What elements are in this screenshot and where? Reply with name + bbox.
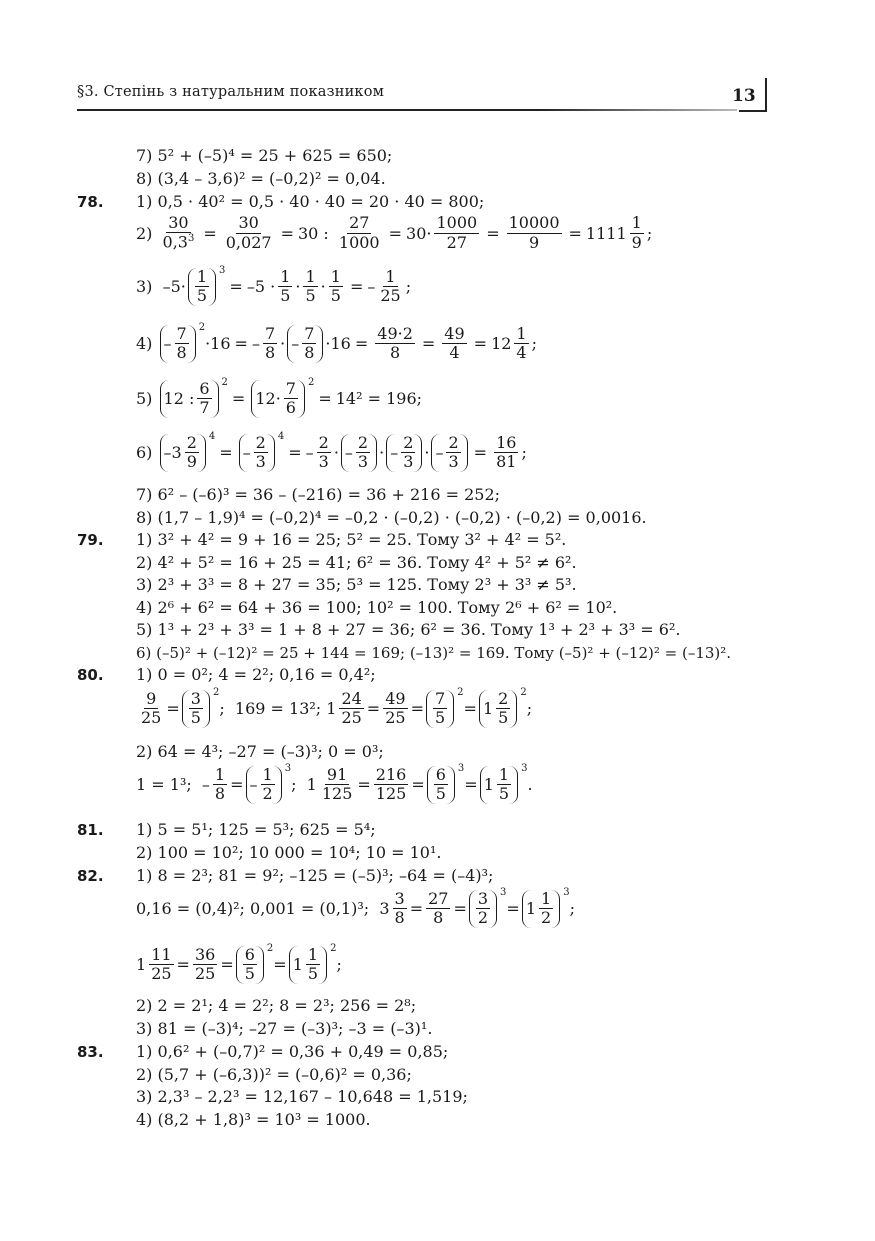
text-line: 8) (1,7 – 1,9)⁴ = (–0,2)⁴ = –0,2 · (–0,2) · (–0,2) · (–0,2) = 0,0016. <box>136 508 647 527</box>
problem-number: 82. <box>77 867 104 885</box>
formula-line: 1 = 1³; – $\frac{1}{8}$ = – 1 2 3 ; 1 $\frac{91}{125}$ = $\frac{216}{125}$ = 6 5 3 = 1 1 5 3 . <box>136 763 533 804</box>
text-line: 7) 5² + (–5)⁴ = 25 + 625 = 650; <box>136 146 393 165</box>
text-line: 2) 2 = 2¹; 4 = 2²; 8 = 2³; 256 = 2⁸; <box>136 996 417 1015</box>
text-line: 4) 2⁶ + 6² = 64 + 36 = 100; 10² = 100. Тому 2⁶ + 6² = 10². <box>136 598 618 617</box>
text-line: 1) 8 = 2³; 81 = 9²; –125 = (–5)³; –64 = (–4)³; <box>136 866 494 885</box>
problem-number: 81. <box>77 821 104 839</box>
page-header <box>77 78 767 112</box>
formula-line: 3) –5· 1 5 3 = –5 · 1 5 · 1 5 · $\frac{1}{5}$ = – 1 25 ; <box>136 265 412 306</box>
formula-line: 5) 12 : 6 7 2 = 12· 7 6 2 = 14² = 196; <box>136 377 423 418</box>
text-line: 1) 5 = 5¹; 125 = 5³; 625 = 5⁴; <box>136 820 376 839</box>
text-line: 6) (–5)² + (–12)² = 25 + 144 = 169; (–13)² = 169. Тому (–5)² + (–12)² = (–13)². <box>136 644 732 662</box>
text-line: 1) 0,5 · 40² = 0,5 · 40 · 40 = 20 · 40 = 800; <box>136 192 485 211</box>
text-line: 3) 81 = (–3)⁴; –27 = (–3)³; –3 = (–3)¹. <box>136 1019 433 1038</box>
formula-line: $\frac{9}{25}$ = 3 5 2 ; 169 = 13²; 1 $\frac{24}{25}$ = $\frac{49}{25}$ = 7 5 2 = 1 2 5 2 ; <box>141 687 533 728</box>
page-number: 13 <box>732 86 756 106</box>
formula-line: 4) – 7 8 2 ·16 = – 7 8 · – 7 8 ·16 = $\frac{49\cdot 2}{8}$ = $\frac{49}{4}$ = 12 1 4 ; <box>136 322 537 363</box>
text-line: 2) (5,7 + (–6,3))² = (–0,6)² = 0,36; <box>136 1065 412 1084</box>
section-title: §3. Степінь з натуральним показником <box>77 84 385 100</box>
text-line: 7) 6² – (–6)³ = 36 – (–216) = 36 + 216 = 252; <box>136 485 501 504</box>
formula-line: 1 $\frac{11}{25}$ = $\frac{36}{25}$ = 6 5 2 = 1 1 5 2 ; <box>136 943 342 984</box>
header-rule <box>77 109 737 111</box>
text-line: 1) 0,6² + (–0,7)² = 0,36 + 0,49 = 0,85; <box>136 1042 449 1061</box>
text-line: 8) (3,4 – 3,6)² = (–0,2)² = 0,04. <box>136 169 386 188</box>
text-line: 4) (8,2 + 1,8)³ = 10³ = 1000. <box>136 1110 371 1129</box>
text-line: 1) 3² + 4² = 9 + 16 = 25; 5² = 25. Тому 3² + 4² = 5². <box>136 530 567 549</box>
text-line: 1) 0 = 0²; 4 = 2²; 0,16 = 0,4²; <box>136 665 376 684</box>
formula-line: 6) –3 2 9 4 = – 2 3 4 = – 2 3 · – 2 3 · – 2 3 · – 2 3 = $\frac{16}{81}$ ; <box>136 431 527 472</box>
problem-number: 78. <box>77 193 104 211</box>
formula-line: 2) $\frac{30}{0,3^3}$ = $\frac{30}{0,027}$ = 30 : $\frac{27}{1000}$ = 30· $\frac{1000}{27}$ = $\frac{10000}{9}$ = 1111 1 9 ; <box>136 213 653 252</box>
problem-number: 80. <box>77 666 104 684</box>
text-line: 2) 64 = 4³; –27 = (–3)³; 0 = 0³; <box>136 742 384 761</box>
text-line: 3) 2³ + 3³ = 8 + 27 = 35; 5³ = 125. Тому 2³ + 3³ ≠ 5³. <box>136 575 577 594</box>
problem-number: 79. <box>77 531 104 549</box>
text-line: 2) 4² + 5² = 16 + 25 = 41; 6² = 36. Тому 4² + 5² ≠ 6². <box>136 553 577 572</box>
text-line: 3) 2,3³ – 2,2³ = 12,167 – 10,648 = 1,519; <box>136 1087 468 1106</box>
formula-line: 0,16 = (0,4)²; 0,001 = (0,1)³; 3 $\frac{3}{8}$ = $\frac{27}{8}$ = 3 2 3 = 1 1 2 3 ; <box>136 887 575 928</box>
text-line: 2) 100 = 10²; 10 000 = 10⁴; 10 = 10¹. <box>136 843 442 862</box>
text-line: 5) 1³ + 2³ + 3³ = 1 + 8 + 27 = 36; 6² = 36. Тому 1³ + 2³ + 3³ = 6². <box>136 620 681 639</box>
problem-number: 83. <box>77 1043 104 1061</box>
